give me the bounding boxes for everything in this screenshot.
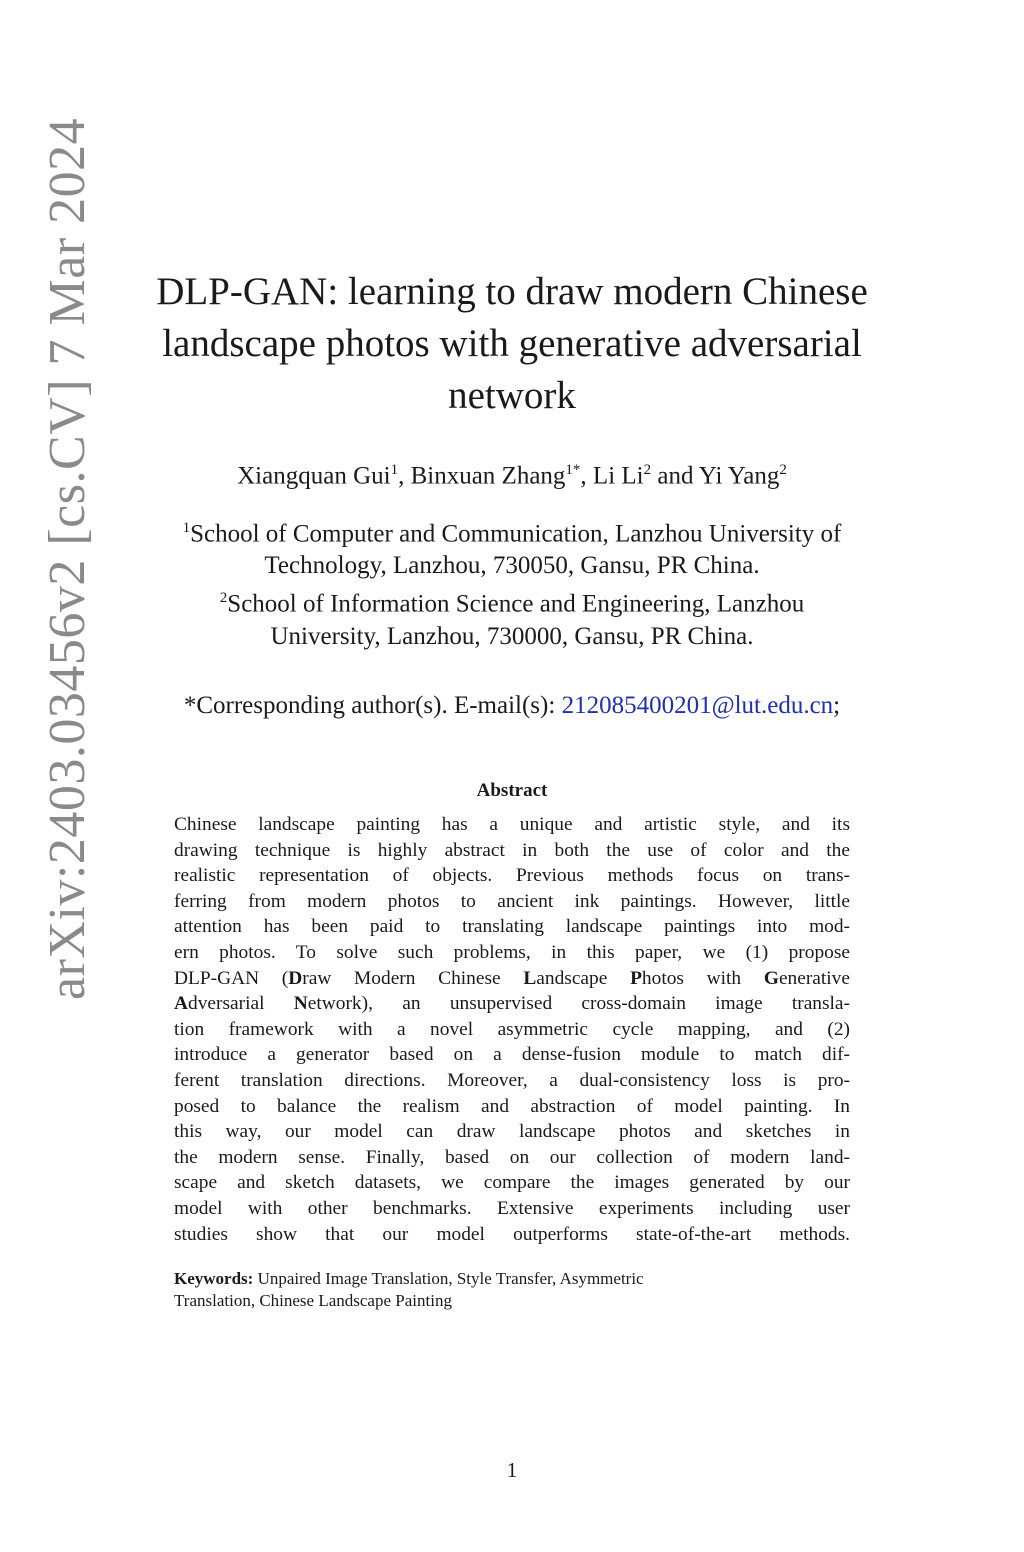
arxiv-stamp: arXiv:2403.03456v2 [cs.CV] 7 Mar 2024 <box>39 117 96 1000</box>
author-separator: and <box>651 462 699 490</box>
abstract-line: posed to balance the realism and abstraction of model painting. In <box>174 1095 850 1117</box>
acronym-letter: P <box>630 967 642 989</box>
abstract-line: introduce a generator based on a dense-fusion module to match dif- <box>174 1044 850 1066</box>
acronym-text: DLP-GAN ( <box>174 967 289 989</box>
title-line: DLP-GAN: learning to draw modern Chinese <box>156 270 868 313</box>
abstract-line: this way, our model can draw landscape photos and sketches in <box>174 1121 850 1143</box>
acronym-letter: A <box>174 993 189 1015</box>
corresponding-author <box>120 692 904 720</box>
author-affiliation-mark: 2 <box>643 462 652 478</box>
abstract-line: scape and sketch datasets, we compare the images generated by our <box>174 1172 850 1194</box>
abstract-line <box>174 966 850 992</box>
abstract-body <box>174 812 850 1247</box>
abstract-line: Chinese landscape painting has a unique and artistic style, and its <box>174 814 850 835</box>
abstract-line: attention has been paid to translating landscape paintings into mod- <box>174 916 850 938</box>
author-affiliation-mark: 2 <box>779 462 787 478</box>
author-list <box>120 462 904 490</box>
affiliation-mark: 2 <box>219 590 228 607</box>
keywords <box>174 1268 850 1312</box>
acronym-text: raw Modern Chinese <box>302 967 524 989</box>
acronym-text: enerative <box>778 967 850 989</box>
abstract-line: ferent translation directions. Moreover, a dual-consistency loss is pro- <box>174 1069 850 1091</box>
abstract-line: drawing technique is highly abstract in both the use of color and the <box>174 839 850 861</box>
abstract-line <box>174 991 850 1017</box>
abstract-heading: Abstract <box>476 780 548 801</box>
paper-title <box>120 266 904 422</box>
email-link[interactable]: 212085400201@lut.edu.cn <box>561 692 834 719</box>
author-name: Binxuan Zhang <box>410 462 566 490</box>
affiliation-2-line: University, Lanzhou, 730000, Gansu, PR China. <box>270 622 754 650</box>
keywords-line: Translation, Chinese Landscape Painting <box>174 1291 452 1310</box>
acronym-letter: N <box>293 993 308 1015</box>
title-line: network <box>448 374 576 417</box>
affiliation-mark: 1 <box>182 520 191 536</box>
acronym-letter: D <box>288 967 303 989</box>
author-name: Yi Yang <box>698 462 780 490</box>
title-line: landscape photos with generative adversarial <box>162 322 862 365</box>
affiliation-text: School of Computer and Communication, Lanzhou University of <box>190 520 842 548</box>
abstract-line: ferring from modern photos to ancient ink paintings. However, little <box>174 890 850 912</box>
affiliations <box>120 512 904 653</box>
abstract-line: ern photos. To solve such problems, in this paper, we (1) propose <box>174 941 850 963</box>
corresponding-label: *Corresponding author(s). E-mail(s): <box>183 692 562 719</box>
author-separator: , <box>398 462 411 490</box>
acronym-letter: G <box>763 967 779 989</box>
abstract-line: realistic representation of objects. Previous methods focus on trans- <box>174 865 850 887</box>
author-name: Li Li <box>592 462 644 490</box>
keywords-line <box>174 1268 850 1290</box>
affiliation-1-line: Technology, Lanzhou, 730050, Gansu, PR China. <box>264 552 760 580</box>
abstract-line: the modern sense. Finally, based on our collection of modern land- <box>174 1146 850 1168</box>
acronym-text: andscape <box>536 967 631 989</box>
keywords-text: Unpaired Image Translation, Style Transfer, Asymmetric <box>253 1269 644 1288</box>
author-affiliation-mark: 1* <box>565 462 581 478</box>
affiliation-text: School of Information Science and Engineering, Lanzhou <box>227 590 805 618</box>
abstract-line: studies show that our model outperforms state-of-the-art methods. <box>174 1223 850 1245</box>
abstract-line: model with other benchmarks. Extensive experiments including user <box>174 1197 850 1219</box>
author-name: Xiangquan Gui <box>237 462 391 490</box>
acronym-text: dversarial <box>188 993 294 1015</box>
author-affiliation-mark: 1 <box>390 462 399 478</box>
keywords-label: Keywords: <box>174 1269 254 1288</box>
affiliation-1-line <box>120 512 904 550</box>
acronym-text: etwork), an unsupervised cross-domain image transla- <box>307 993 850 1015</box>
affiliation-2-line <box>120 582 904 620</box>
acronym-text: hotos with <box>641 967 764 989</box>
acronym-letter: L <box>523 967 537 989</box>
abstract-line: tion framework with a novel asymmetric cycle mapping, and (2) <box>174 1018 850 1040</box>
corresponding-suffix: ; <box>833 692 841 719</box>
page-number: 1 <box>506 1458 518 1482</box>
author-separator: , <box>580 462 593 490</box>
